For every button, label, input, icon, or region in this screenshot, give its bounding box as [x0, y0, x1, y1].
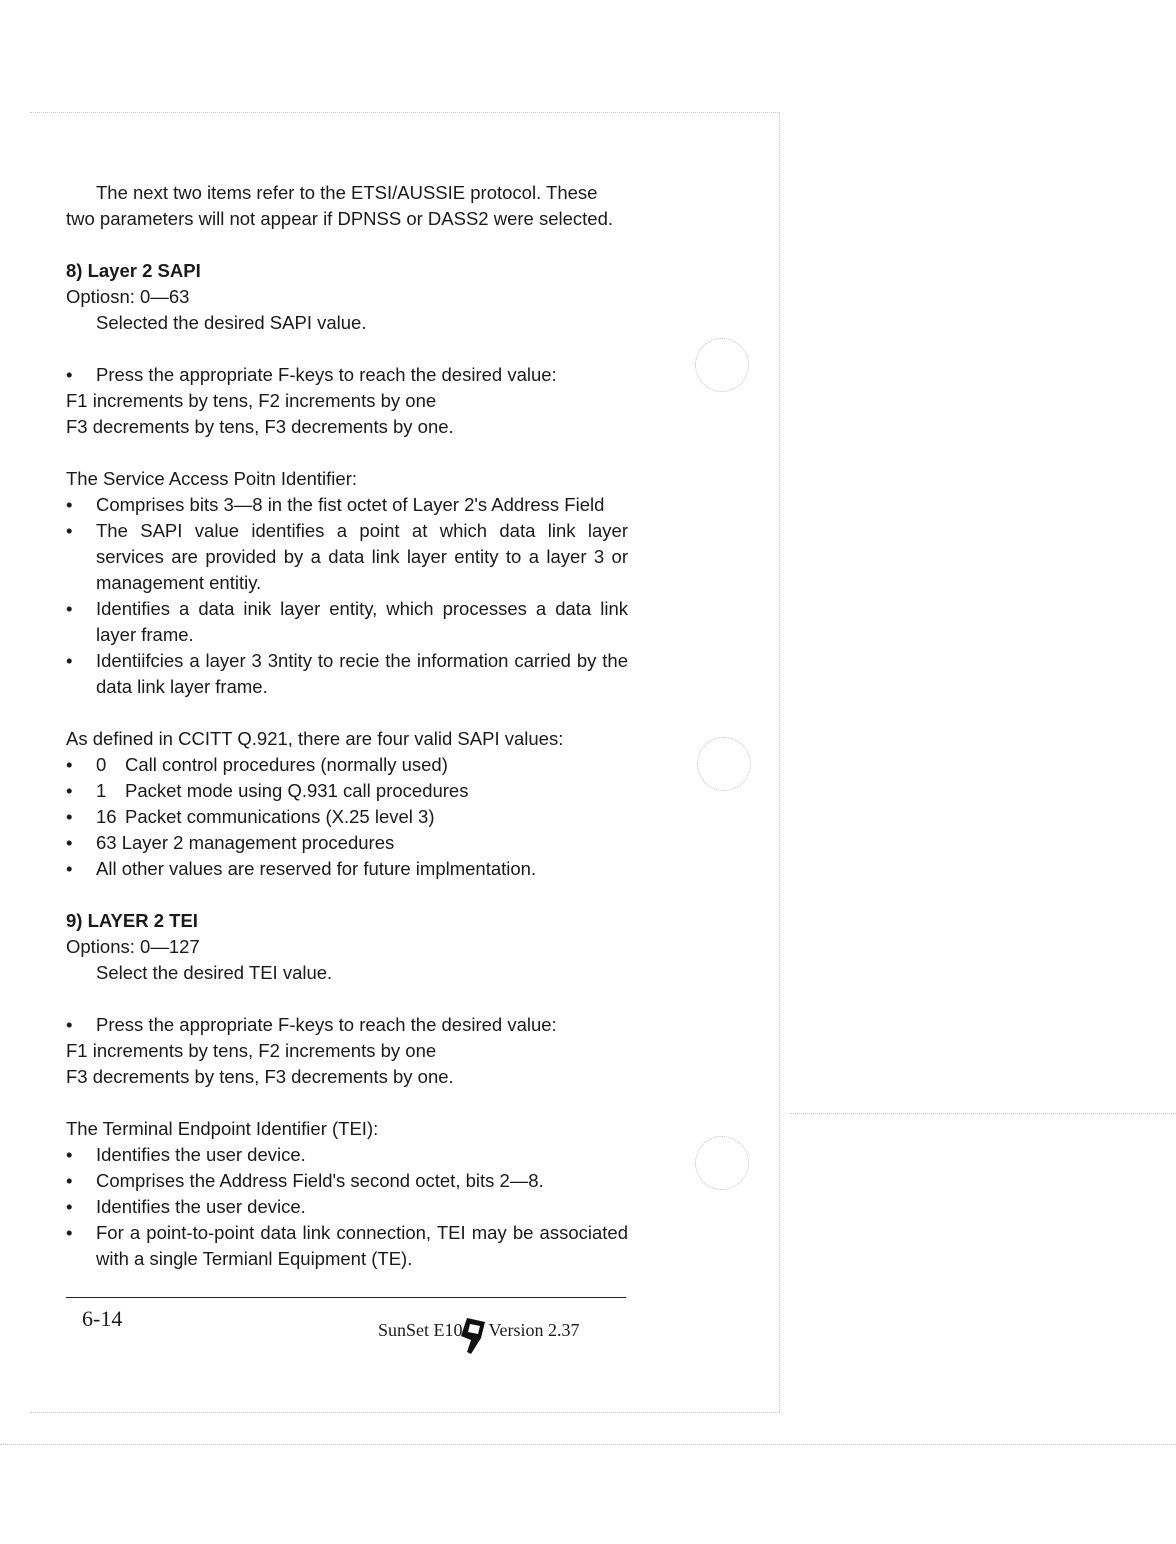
- punch-hole-middle: [697, 737, 751, 791]
- section-8-heading: 8) Layer 2 SAPI: [66, 260, 201, 281]
- sapi-value-text: Packet communications (X.25 level 3): [125, 806, 435, 827]
- section-9-options: Options: 0—127: [66, 936, 200, 957]
- sapi-value-number: 1: [96, 780, 107, 801]
- product-label: [378, 1310, 580, 1350]
- list-item: • For a point-to-point data link connection, TEI may be associated with a single Termianl Equipment (TE).: [66, 1220, 628, 1272]
- ccitt-title: As defined in CCITT Q.921, there are four valid SAPI values:: [66, 728, 564, 749]
- sapi-values-list: [66, 752, 628, 882]
- list-item: • Comprises bits 3—8 in the fist octet of Layer 2's Address Field: [66, 492, 628, 518]
- scan-dotted-line-right: [779, 112, 780, 1412]
- list-item: [66, 752, 628, 778]
- intro-line-2: two parameters will not appear if DPNSS or DASS2 were selected.: [66, 208, 614, 229]
- punch-hole-bottom: [695, 1136, 749, 1190]
- sapi-value-text: Call control procedures (normally used): [125, 754, 448, 775]
- list-item: • The SAPI value identifies a point at which data link layer services are provided by a data link layer entity to a layer 3 or management entitiy.: [66, 518, 628, 596]
- list-item: • Identifies the user device.: [66, 1194, 628, 1220]
- tei-title: The Terminal Endpoint Identifier (TEI):: [66, 1118, 379, 1139]
- footer-rule: [66, 1297, 626, 1298]
- section-9-f-line-1: F1 increments by tens, F2 increments by one: [66, 1040, 437, 1061]
- intro-line-1: The next two items refer to the ETSI/AUSSIE protocol. These: [96, 182, 598, 203]
- product-name: SunSet E10: [378, 1319, 463, 1340]
- list-item: • 63 Layer 2 management procedures: [66, 830, 628, 856]
- scan-dotted-line-top: [30, 112, 780, 113]
- list-item: [66, 778, 628, 804]
- section-9-instruction: Select the desired TEI value.: [96, 962, 333, 983]
- page-number: 6-14: [82, 1306, 123, 1331]
- scan-dotted-line-side: [790, 1113, 1176, 1114]
- list-item: • Comprises the Address Field's second octet, bits 2—8.: [66, 1168, 628, 1194]
- section-8-f-line-2: F3 decrements by tens, F3 decrements by one.: [66, 416, 454, 437]
- list-item: [66, 804, 628, 830]
- section-8-instruction: Selected the desired SAPI value.: [96, 312, 367, 333]
- section-9-heading: 9) LAYER 2 TEI: [66, 910, 198, 931]
- sapi-value-number: 0: [96, 754, 107, 775]
- list-item: • All other values are reserved for future implmentation.: [66, 856, 628, 882]
- list-item: • Identiifcies a layer 3 3ntity to recie the information carried by the data link layer frame.: [66, 648, 628, 700]
- product-version: Version 2.37: [488, 1319, 580, 1340]
- section-8-press: • Press the appropriate F-keys to reach the desired value:: [66, 362, 628, 388]
- section-8-f-line-1: F1 increments by tens, F2 increments by one: [66, 390, 437, 411]
- sap-bullet-list: [66, 492, 628, 700]
- page-body: [66, 180, 628, 1272]
- sunset-device-icon: [457, 1316, 487, 1356]
- list-item: • Identifies a data inik layer entity, which processes a data link layer frame.: [66, 596, 628, 648]
- scan-dotted-line-bottom: [30, 1412, 780, 1413]
- section-9-press: • Press the appropriate F-keys to reach the desired value:: [66, 1012, 628, 1038]
- sap-title: The Service Access Poitn Identifier:: [66, 468, 357, 489]
- tei-bullet-list: [66, 1142, 628, 1272]
- section-8-options: Optiosn: 0—63: [66, 286, 190, 307]
- sapi-value-text: Packet mode using Q.931 call procedures: [125, 780, 469, 801]
- scan-dotted-line-edge: [0, 1444, 1176, 1445]
- section-9-press-list: [66, 1012, 628, 1038]
- list-item: • Identifies the user device.: [66, 1142, 628, 1168]
- section-9-f-line-2: F3 decrements by tens, F3 decrements by one.: [66, 1066, 454, 1087]
- punch-hole-top: [695, 338, 749, 392]
- sapi-value-number: 16: [96, 806, 117, 827]
- section-8-press-list: [66, 362, 628, 388]
